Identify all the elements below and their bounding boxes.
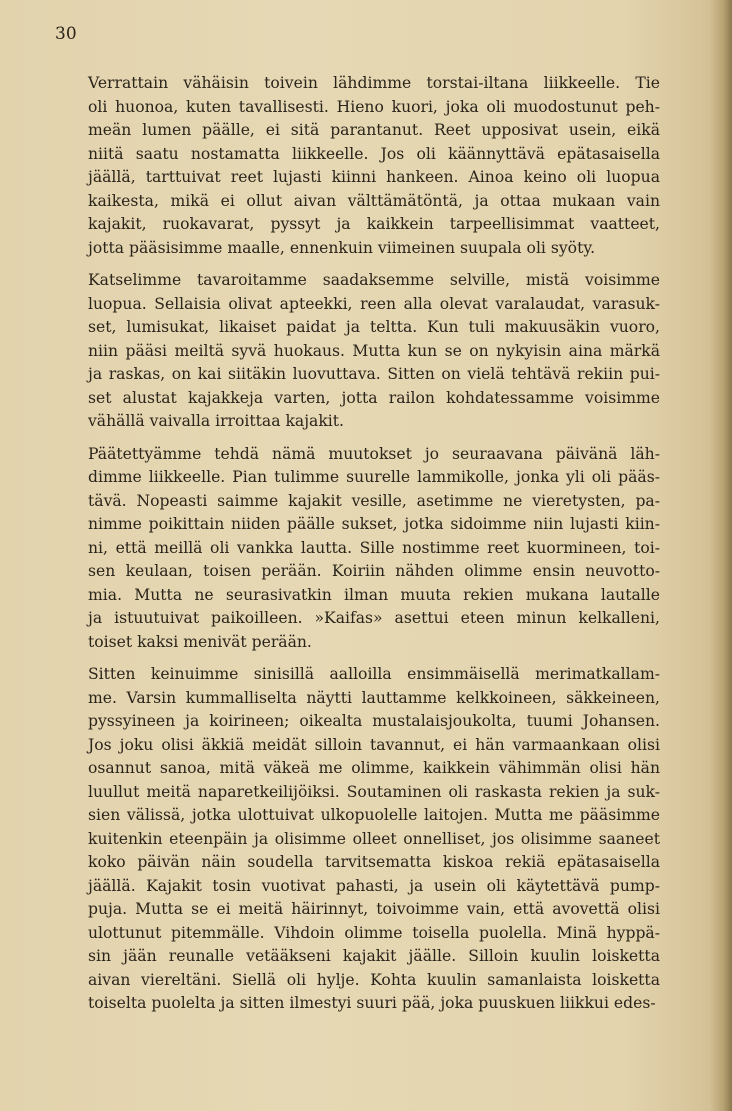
paragraph xyxy=(88,72,660,260)
text-line: kuitenkin eteenpäin ja olisimme olleet onnelliset, jos olisimme saaneet xyxy=(88,829,660,848)
text-line: luopua. Sellaisia olivat apteekki, reen alla olevat varalaudat, varasuk- xyxy=(88,294,660,313)
text-line: aivan viereltäni. Siellä oli hylje. Kohta kuulin samanlaista loisketta xyxy=(88,970,660,989)
text-line: osannut sanoa, mitä väkeä me olimme, kaikkein vähimmän olisi hän xyxy=(88,759,660,777)
text-line: pyssyineen ja koirineen; oikealta mustalaisjoukolta, tuumi Johansen. xyxy=(88,712,660,730)
text-line: niin pääsi meiltä syvä huokaus. Mutta kun se on nykyisin aina märkä xyxy=(88,341,660,360)
text-line: ulottunut pitemmälle. Vihdoin olimme toisella puolella. Minä hyppä- xyxy=(88,923,660,942)
text-line: puja. Mutta se ei meitä häirinnyt, toivoimme vain, että avovettä olisi xyxy=(88,900,660,918)
text-line: kaikesta, mikä ei ollut aivan välttämätöntä, ja ottaa mukaan vain xyxy=(88,191,660,210)
text-line: set, lumisukat, likaiset paidat ja teltta. Kun tuli makuusäkin vuoro, xyxy=(88,318,660,336)
text-line: dimme liikkeelle. Pian tulimme suurelle lammikolle, jonka yli oli pääs- xyxy=(88,468,660,486)
text-line: toiselta puolelta ja sitten ilmestyi suuri pää, joka puuskuen liikkui edes- xyxy=(88,994,656,1012)
text-line: ja raskas, on kai siitäkin luovuttava. Sitten on vielä tehtävä rekiin pui- xyxy=(88,365,660,383)
text-line: sien välissä, jotka ulottuivat ulkopuolelle laitojen. Mutta me pääsimme xyxy=(88,806,660,824)
text-line: jäällä, tarttuivat reet lujasti kiinni hankeen. Ainoa keino oli luopua xyxy=(88,168,660,186)
text-line: Sitten keinuimme sinisillä aalloilla ensimmäisellä merimatkallam- xyxy=(88,665,660,683)
text-line: koko päivän näin soudella tarvitsematta kiskoa rekiä epätasaisella xyxy=(88,853,660,871)
text-line: oli huonoa, kuten tavallisesti. Hieno kuori, joka oli muodostunut peh- xyxy=(88,97,660,116)
text-line: sen keulaan, toisen perään. Koiriin nähden olimme ensin neuvotto- xyxy=(88,562,660,580)
text-line: vähällä vaivalla irroittaa kajakit. xyxy=(88,412,344,430)
page-edge-shadow xyxy=(710,0,732,1111)
text-line: tävä. Nopeasti saimme kajakit vesille, asetimme ne vieretysten, pa- xyxy=(88,491,660,510)
text-line: Päätettyämme tehdä nämä muutokset jo seuraavana päivänä läh- xyxy=(88,444,660,463)
body-text xyxy=(88,72,660,1025)
text-line: ni, että meillä oli vankka lautta. Sille nostimme reet kuormineen, toi- xyxy=(88,538,660,557)
text-line: mia. Mutta ne seurasivatkin ilman muuta rekien mukana lautalle xyxy=(88,585,660,604)
text-line: nimme poikittain niiden päälle sukset, jotka sidoimme niin lujasti kiin- xyxy=(88,515,660,533)
paragraph xyxy=(88,443,660,655)
paragraph xyxy=(88,269,660,434)
paragraph xyxy=(88,663,660,1016)
text-line: luullut meitä naparetkeilijöiksi. Soutaminen oli raskasta rekien ja suk- xyxy=(88,782,660,801)
text-line: Verrattain vähäisin toivein lähdimme torstai-iltana liikkeelle. Tie xyxy=(88,74,660,92)
text-line: Jos joku olisi äkkiä meidät silloin tavannut, ei hän varmaankaan olisi xyxy=(88,735,660,754)
text-line: jotta pääsisimme maalle, ennenkuin viimeinen suupala oli syöty. xyxy=(88,238,596,257)
text-line: kajakit, ruokavarat, pyssyt ja kaikkein tarpeellisimmat vaatteet, xyxy=(88,215,660,233)
text-line: Katselimme tavaroitamme saadaksemme selville, mistä voisimme xyxy=(88,271,660,289)
text-line: toiset kaksi menivät perään. xyxy=(88,632,312,651)
text-line: set alustat kajakkeja varten, jotta railon kohdatessamme voisimme xyxy=(88,388,660,407)
text-line: me. Varsin kummalliselta näytti lauttamme kelkkoineen, säkkeineen, xyxy=(88,688,660,707)
text-line: sin jään reunalle vetääkseni kajakit jäälle. Silloin kuulin loisketta xyxy=(88,947,660,965)
text-line: niitä saatu nostamatta liikkeelle. Jos oli käännyttävä epätasaisella xyxy=(88,144,660,163)
page-number: 30 xyxy=(55,24,77,44)
text-line: ja istuutuivat paikoilleen. »Kaifas» asettui eteen minun kelkalleni, xyxy=(88,609,660,627)
text-line: jäällä. Kajakit tosin vuotivat pahasti, ja usein oli käytettävä pump- xyxy=(88,876,660,895)
text-line: meän lumen päälle, ei sitä parantanut. Reet upposivat usein, eikä xyxy=(88,121,660,139)
